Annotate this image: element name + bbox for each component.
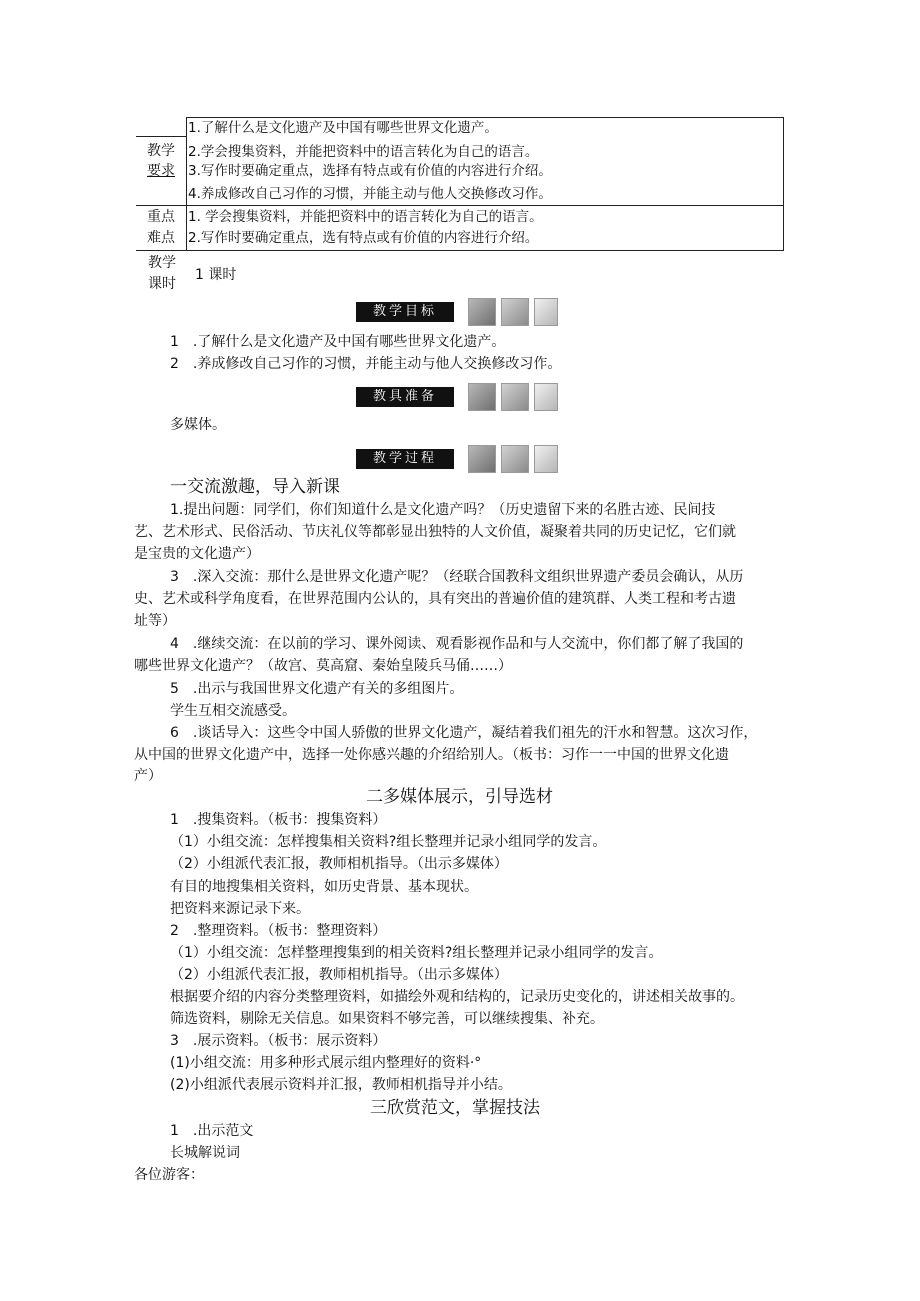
paragraph-line: 长城解说词: [170, 1145, 240, 1161]
requirement-item: 3.写作时要确定重点，选择有特点或有价值的内容进行介绍。: [188, 163, 552, 179]
requirement-item: 2.学会搜集资料，并能把资料中的语言转化为自己的语言。: [188, 144, 539, 160]
banner-title: 教学过程: [356, 449, 454, 469]
section-heading: 三欣赏范文，掌握技法: [370, 1098, 540, 1118]
paragraph-line: (2)小组派代表展示资料并汇报，教师相机指导并小结。: [170, 1077, 512, 1093]
hours-value: 1 课时: [195, 267, 237, 283]
paragraph-line: 各位游客：: [134, 1167, 204, 1183]
section-banner-process: [356, 445, 560, 473]
decor-square: [468, 383, 496, 411]
paragraph-line: 有目的地搜集相关资料，如历史背景、基本现状。: [170, 879, 478, 895]
decor-square: [534, 445, 558, 473]
table-rule: [136, 205, 784, 206]
paragraph-line: （2）小组派代表汇报，教师相机指导。（出示多媒体）: [170, 856, 508, 872]
key-points-label: 重点: [147, 209, 175, 225]
section-banner-goals: [356, 298, 560, 326]
hours-label: 课时: [148, 276, 176, 292]
paragraph-line: 筛选资料，剔除无关信息。如果资料不够完善，可以继续搜集、补充。: [170, 1011, 604, 1027]
decor-square: [501, 445, 529, 473]
paragraph-line: 史、艺术或科学角度看，在世界范围内公认的，具有突出的普遍价值的建筑群、人类工程和考古遗: [134, 591, 736, 607]
decor-square: [468, 445, 496, 473]
section-heading: 二多媒体展示，引导选材: [366, 787, 553, 807]
paragraph-line: 3 .展示资料。（板书：展示资料）: [170, 1033, 387, 1049]
decor-square: [534, 298, 558, 326]
key-point-item: 1. 学会搜集资料，并能把资料中的语言转化为自己的语言。: [188, 209, 543, 225]
paragraph-line: 5 .出示与我国世界文化遗产有关的多组图片。: [170, 681, 464, 697]
paragraph-line: 是宝贵的文化遗产）: [134, 546, 260, 562]
section-heading: 一交流激趣，导入新课: [170, 477, 340, 497]
requirements-label: 要求: [147, 163, 175, 179]
requirement-item: 4.养成修改自己习作的习惯，并能主动与他人交换修改习作。: [188, 186, 552, 202]
banner-title: 教学目标: [356, 302, 454, 322]
paragraph-line: 把资料来源记录下来。: [170, 901, 310, 917]
paragraph-line: 2 .整理资料。（板书：整理资料）: [170, 923, 387, 939]
table-rule: [783, 117, 784, 251]
decor-square: [534, 383, 558, 411]
paragraph-line: （2）小组派代表汇报，教师相机指导。（出示多媒体）: [170, 967, 508, 983]
paragraph-line: （1）小组交流：怎样搜集相关资料?组长整理并记录小组同学的发言。: [170, 834, 607, 850]
requirements-label: 教学: [147, 143, 175, 159]
table-rule: [186, 117, 187, 251]
paragraph-line: 根据要介绍的内容分类整理资料，如描绘外观和结构的，记录历史变化的，讲述相关故事的。: [170, 989, 744, 1005]
paragraph-line: 从中国的世界文化遗产中，选择一处你感兴趣的介绍给别人。（板书：习作一一中国的世界文化遗: [134, 747, 729, 763]
paragraph-line: 6 .谈话导入：这些令中国人骄傲的世界文化遗产，凝结着我们祖先的汗水和智慧。这次习作，: [170, 725, 758, 741]
paragraph-line: 产）: [134, 768, 162, 784]
key-point-item: 2.写作时要确定重点，选有特点或有价值的内容进行介绍。: [188, 230, 539, 246]
section-banner-tools: [356, 383, 560, 411]
key-points-label: 难点: [147, 230, 175, 246]
paragraph-line: 哪些世界文化遗产？（故宫、莫高窟、秦始皇陵兵马俑……）: [134, 658, 512, 674]
paragraph-line: 1 .搜集资料。（板书：搜集资料）: [170, 812, 387, 828]
paragraph-line: 学生互相交流感受。: [170, 703, 296, 719]
tools-text: 多媒体。: [170, 417, 226, 433]
banner-title: 教具准备: [356, 387, 454, 407]
paragraph-line: 址等）: [134, 613, 176, 629]
goal-item: 2 .养成修改自己习作的习惯，并能主动与他人交换修改习作。: [170, 356, 562, 372]
requirement-item: 1.了解什么是文化遗产及中国有哪些世界文化遗产。: [188, 120, 498, 136]
lesson-info-table: [136, 117, 784, 251]
decor-square: [501, 298, 529, 326]
paragraph-line: 艺、艺术形式、民俗活动、节庆礼仪等都彰显出独特的人文价值，凝聚着共同的历史记忆，它们就: [134, 524, 736, 540]
decor-square: [468, 298, 496, 326]
goal-item: 1 .了解什么是文化遗产及中国有哪些世界文化遗产。: [170, 334, 506, 350]
paragraph-line: 4 .继续交流：在以前的学习、课外阅读、观看影视作品和与人交流中，你们都了解了我国的: [170, 636, 744, 652]
decor-square: [501, 383, 529, 411]
table-rule: [136, 136, 186, 137]
paragraph-line: 1.提出问题：同学们，你们知道什么是文化遗产吗？（历史遗留下来的名胜古迹、民间技: [170, 502, 716, 518]
paragraph-line: （1）小组交流：怎样整理搜集到的相关资料?组长整理并记录小组同学的发言。: [170, 945, 663, 961]
table-rule: [136, 250, 784, 251]
paragraph-line: (1)小组交流：用多种形式展示组内整理好的资料·°: [170, 1055, 482, 1071]
hours-label: 教学: [148, 255, 176, 271]
paragraph-line: 3 .深入交流：那什么是世界文化遗产呢？（经联合国教科文组织世界遗产委员会确认，从历: [170, 569, 744, 585]
paragraph-line: 1 .出示范文: [170, 1123, 254, 1139]
